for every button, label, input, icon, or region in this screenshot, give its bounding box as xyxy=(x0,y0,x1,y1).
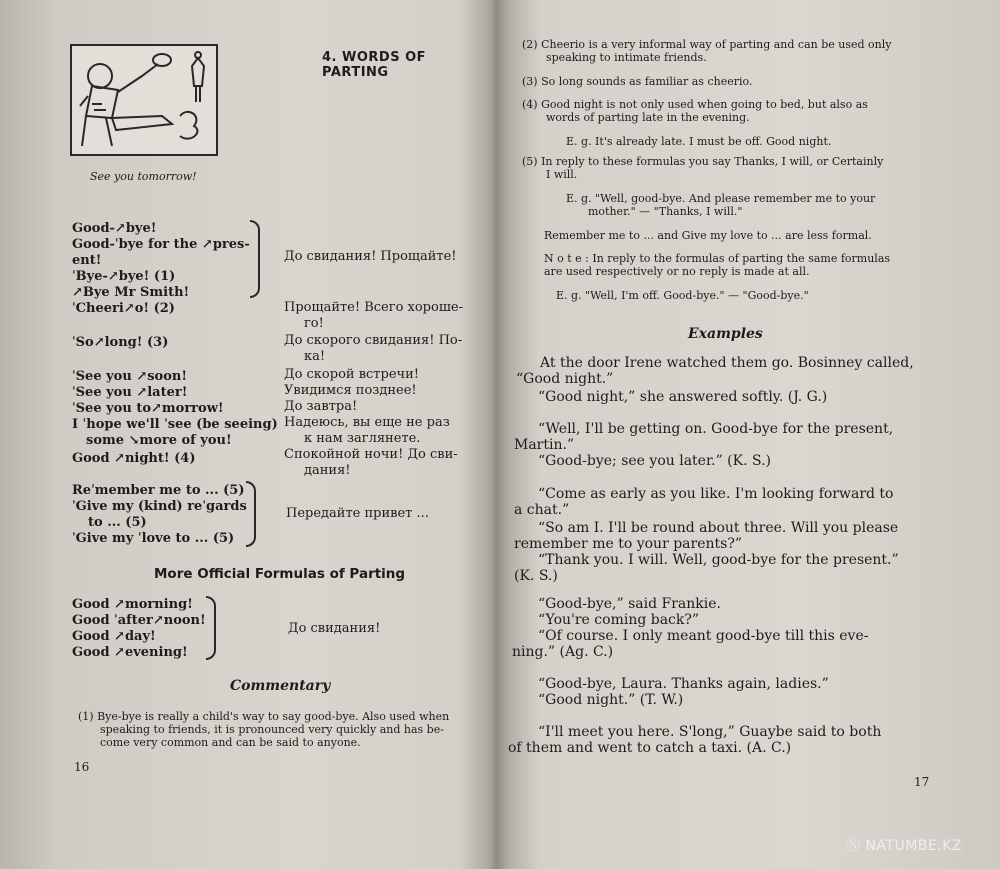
translation-line: Прощайте! Всего хороше- xyxy=(284,300,464,315)
translation-line: Спокойной ночи! До сви- xyxy=(284,447,458,462)
translation-line: До завтра! xyxy=(284,399,358,414)
example-line: of them and went to catch a taxi. (A. C.) xyxy=(508,740,792,756)
brace xyxy=(246,481,256,547)
example-line: “Well, I'll be getting on. Good-bye for the present, xyxy=(538,421,894,437)
example-line: (K. S.) xyxy=(514,568,558,584)
example-line: “Come as early as you like. I'm looking forward to xyxy=(538,486,894,502)
example-line: “Good night.” (T. W.) xyxy=(538,692,684,708)
translation-line: к нам заглянете. xyxy=(304,431,421,446)
example-line: remember me to your parents?” xyxy=(514,536,742,552)
phrase-line: ent! xyxy=(72,253,102,268)
illustration-caption: See you tomorrow! xyxy=(90,170,197,183)
commentary-line: speaking to friends, it is pronounced very quickly and has be- xyxy=(100,723,444,736)
phrase-line: Good-↗bye! xyxy=(72,221,157,236)
example-line: “Good-bye,” said Frankie. xyxy=(538,596,721,612)
phrase-line: ˈGive my ˈlove to ... (5) xyxy=(72,531,235,546)
translation-line: До скорого свидания! По- xyxy=(284,333,463,348)
page-number-left: 16 xyxy=(74,760,90,774)
official-translation: До свидания! xyxy=(288,621,381,636)
official-phrase-line: Good ↗day! xyxy=(72,629,156,644)
example-line: “Of course. I only meant good-bye till this eve- xyxy=(538,628,869,644)
example-line: “You're coming back?” xyxy=(538,612,700,628)
phrase-line: ˈBye-↗bye! (1) xyxy=(72,269,176,284)
phrase-line: Good ↗night! (4) xyxy=(72,451,196,466)
commentary-line: (1) Bye-bye is really a child's way to say good-bye. Also used when xyxy=(78,710,450,723)
example-line: “Good-bye; see you later.” (K. S.) xyxy=(538,453,771,469)
phrase-line: I ˈhope we'll ˈsee (be seeing) xyxy=(72,417,278,432)
translation-line: Передайте привет ... xyxy=(286,506,429,521)
brace xyxy=(206,596,216,660)
example-line: a chat.” xyxy=(514,502,570,518)
phrase-line: ˈSo↗long! (3) xyxy=(72,335,169,350)
right-page xyxy=(500,0,1000,869)
translation-line: До скорой встречи! xyxy=(284,367,419,382)
phrase-line: ↗Bye Mr Smith! xyxy=(72,285,190,300)
example-line: Martin.” xyxy=(514,437,575,453)
example-note-line: E. g. "Well, good-bye. And please remember me to your xyxy=(566,192,876,205)
chapter-title: 4. WORDS OF PARTING xyxy=(322,50,427,80)
note-line: speaking to intimate friends. xyxy=(546,51,707,64)
note-line: N o t e : In reply to the formulas of parting the same formulas xyxy=(544,252,891,265)
phrase-line: some ↘more of you! xyxy=(86,433,232,448)
translation-line: До свидания! Прощайте! xyxy=(284,249,457,264)
phrase-line: ˈGive my (kind) reˈgards xyxy=(72,499,247,514)
note-line: (3) So long sounds as familiar as cheerio. xyxy=(522,75,753,88)
translation-line: Увидимся позднее! xyxy=(284,383,417,398)
examples-heading: Examples xyxy=(688,326,763,342)
official-phrase-line: Good ˈafter↗noon! xyxy=(72,613,206,628)
example-note-line: E. g. "Well, I'm off. Good-bye." — "Good-bye." xyxy=(556,289,809,302)
translation-line: ка! xyxy=(304,349,326,364)
example-note-line: mother." — "Thanks, I will." xyxy=(588,205,743,218)
note-line: are used respectively or no reply is made at all. xyxy=(544,265,810,278)
translation-line: Надеюсь, вы еще не раз xyxy=(284,415,450,430)
example-line: ning.” (Ag. C.) xyxy=(512,644,614,660)
example-line: At the door Irene watched them go. Bosinney called, xyxy=(540,355,914,371)
phrase-line: ˈCheeri↗o! (2) xyxy=(72,301,175,316)
example-line: “Good night,” she answered softly. (J. G.) xyxy=(538,389,828,405)
note-line: (4) Good night is not only used when going to bed, but also as xyxy=(522,98,868,111)
official-phrase-line: Good ↗morning! xyxy=(72,597,193,612)
official-heading: More Official Formulas of Parting xyxy=(154,566,406,582)
example-line: “Good night.” xyxy=(516,371,614,387)
man-waving-hat-illustration xyxy=(70,44,218,156)
note-line: I will. xyxy=(546,168,578,181)
official-phrase-line: Good ↗evening! xyxy=(72,645,188,660)
phrase-line: to ... (5) xyxy=(88,515,147,530)
watermark: Ⓝ NATUMBE.KZ xyxy=(846,838,962,854)
phrase-line: Reˈmember me to ... (5) xyxy=(72,483,245,498)
phrase-line: ˈSee you to↗morrow! xyxy=(72,401,224,416)
translation-line: го! xyxy=(304,316,324,331)
note-line: (5) In reply to these formulas you say Thanks, I will, or Certainly xyxy=(522,155,884,168)
page-number-right: 17 xyxy=(914,775,930,789)
note-line: (2) Cheerio is a very informal way of parting and can be used only xyxy=(522,38,892,51)
left-page xyxy=(0,0,492,869)
phrase-line: Good-ˈbye for the ↗pres- xyxy=(72,237,250,252)
note-line: words of parting late in the evening. xyxy=(546,111,750,124)
example-note-line: E. g. It's already late. I must be off. Good night. xyxy=(566,135,832,148)
commentary-heading: Commentary xyxy=(230,678,331,694)
note-line: Remember me to ... and Give my love to ... are less formal. xyxy=(544,229,872,242)
example-line: “Thank you. I will. Well, good-bye for the present.” xyxy=(538,552,899,568)
translation-line: дания! xyxy=(304,463,351,478)
phrase-line: ˈSee you ↗soon! xyxy=(72,369,188,384)
phrase-line: ˈSee you ↗later! xyxy=(72,385,188,400)
commentary-line: come very common and can be said to anyone. xyxy=(100,736,361,749)
example-line: “Good-bye, Laura. Thanks again, ladies.” xyxy=(538,676,829,692)
example-line: “So am I. I'll be round about three. Will you please xyxy=(538,520,899,536)
example-line: “I'll meet you here. S'long,” Guaybe said to both xyxy=(538,724,882,740)
brace xyxy=(250,220,260,298)
